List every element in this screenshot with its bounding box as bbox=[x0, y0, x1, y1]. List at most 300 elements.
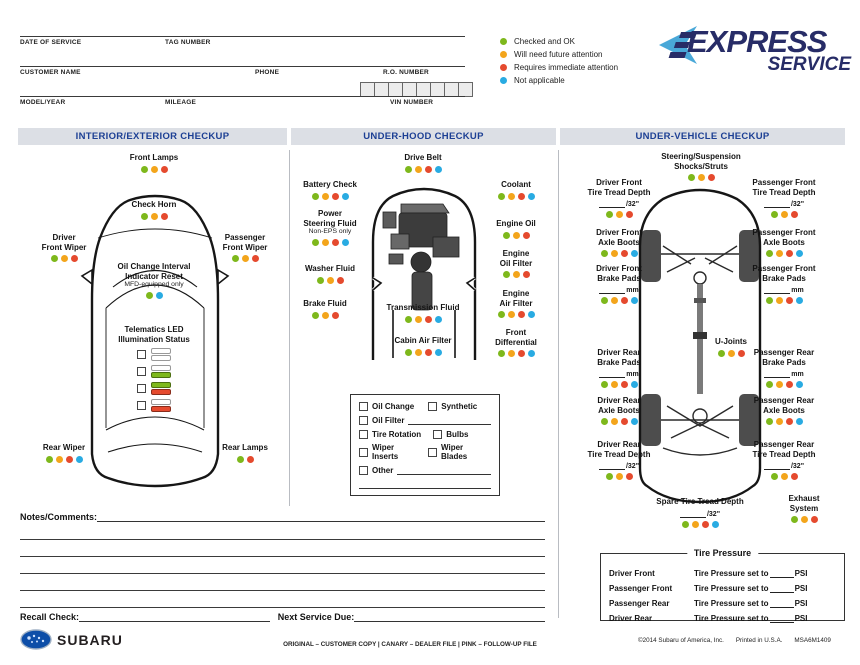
checkup-item-driver-front-axle-boots bbox=[568, 228, 670, 257]
status-dot-green bbox=[503, 232, 510, 239]
status-dot-yellow bbox=[616, 211, 623, 218]
status-dots bbox=[766, 250, 803, 257]
status-dot-yellow bbox=[611, 418, 618, 425]
psi-label: PSI bbox=[794, 584, 808, 593]
write-in-line[interactable] bbox=[764, 369, 790, 378]
unit-label: /32" bbox=[790, 463, 805, 471]
checkup-item-rear-wiper bbox=[17, 443, 111, 463]
unit-label: /32" bbox=[625, 463, 640, 471]
checkbox[interactable] bbox=[428, 402, 437, 411]
service-label: Oil Filter bbox=[372, 415, 405, 425]
status-dot-green bbox=[601, 381, 608, 388]
led-indicator-icon bbox=[151, 399, 171, 412]
status-dot-yellow bbox=[513, 232, 520, 239]
subaru-logo bbox=[20, 629, 123, 650]
item-label: Axle Boots bbox=[598, 405, 640, 415]
service-option-oil-filter bbox=[359, 416, 491, 425]
status-dots bbox=[601, 250, 638, 257]
status-dots bbox=[498, 350, 535, 357]
status-dots bbox=[771, 473, 798, 480]
write-in-line[interactable] bbox=[599, 199, 625, 208]
status-dot-red bbox=[518, 350, 525, 357]
recall-next-service-row bbox=[20, 611, 545, 622]
status-dot-red bbox=[66, 456, 73, 463]
unit-label: mm bbox=[791, 371, 804, 379]
led-bar-green bbox=[151, 382, 171, 388]
status-dot-red bbox=[500, 64, 507, 71]
vin-cell[interactable] bbox=[431, 82, 445, 97]
status-dots bbox=[498, 311, 535, 318]
express-wordmark: EXPRESS bbox=[687, 24, 827, 59]
checkup-item-passenger-front-brake-pads bbox=[728, 264, 840, 304]
item-label: Brake Pads bbox=[762, 357, 806, 367]
item-label: Axle Boots bbox=[763, 237, 805, 247]
checkup-item-passenger-rear-tire-tread bbox=[728, 440, 840, 480]
status-dot-yellow bbox=[692, 521, 699, 528]
next-service-due-label: Next Service Due: bbox=[277, 612, 355, 622]
status-dot-yellow bbox=[776, 250, 783, 257]
item-label: Engine Oil bbox=[496, 219, 536, 228]
legend-item-immediate-attention bbox=[500, 63, 618, 72]
unit-label: /32" bbox=[790, 201, 805, 209]
status-dot-red bbox=[161, 166, 168, 173]
set-to-label: Tire Pressure set to bbox=[694, 614, 769, 623]
status-dot-blue bbox=[528, 311, 535, 318]
legend-label: Requires immediate attention bbox=[514, 63, 619, 72]
status-dot-yellow bbox=[616, 473, 623, 480]
checkup-item-spare-tire-tread bbox=[638, 497, 762, 528]
vin-cell[interactable] bbox=[417, 82, 431, 97]
status-dot-yellow bbox=[508, 193, 515, 200]
legend-item-not-applicable bbox=[500, 76, 565, 85]
checkup-item-drive-belt bbox=[373, 153, 473, 173]
status-dots bbox=[601, 418, 638, 425]
checkbox[interactable] bbox=[359, 416, 368, 425]
checkup-item-passenger-rear-brake-pads bbox=[728, 348, 840, 388]
vin-cell[interactable] bbox=[360, 82, 375, 97]
status-dot-red bbox=[702, 521, 709, 528]
item-label: Engine bbox=[502, 289, 530, 298]
item-label: Steering/Suspension bbox=[661, 152, 741, 161]
status-dots bbox=[141, 166, 168, 173]
service-wordmark: SERVICE bbox=[767, 54, 851, 75]
status-dot-green bbox=[503, 271, 510, 278]
item-label: Steering Fluid bbox=[303, 218, 357, 228]
checkup-item-passenger-front-wiper bbox=[198, 233, 292, 262]
status-dot-red bbox=[425, 349, 432, 356]
status-dot-blue bbox=[796, 297, 803, 304]
set-to-label: Tire Pressure set to bbox=[694, 569, 769, 578]
item-label: Axle Boots bbox=[763, 405, 805, 415]
unit-label: /32" bbox=[706, 510, 721, 518]
telematics-row bbox=[137, 365, 171, 378]
item-label: Shocks/Struts bbox=[674, 161, 728, 171]
checkup-item-engine-oil-filter bbox=[466, 249, 566, 278]
checkup-item-rear-lamps bbox=[198, 443, 292, 463]
status-dot-green bbox=[498, 350, 505, 357]
item-label: Brake Pads bbox=[597, 273, 641, 283]
item-label: Air Filter bbox=[499, 298, 533, 308]
checkup-item-front-lamps bbox=[104, 153, 204, 173]
status-dot-blue bbox=[631, 418, 638, 425]
write-in-line[interactable] bbox=[599, 285, 625, 294]
status-dots bbox=[601, 381, 638, 388]
item-label: Oil Change Interval bbox=[117, 262, 191, 271]
notes-line[interactable] bbox=[20, 607, 545, 608]
checkup-item-oil-change-interval-reset bbox=[94, 262, 214, 299]
status-dot-blue bbox=[796, 418, 803, 425]
checkbox[interactable] bbox=[137, 401, 146, 410]
item-label: Exhaust bbox=[788, 494, 820, 503]
status-dot-yellow bbox=[611, 250, 618, 257]
status-dot-red bbox=[252, 255, 259, 262]
service-option-synthetic bbox=[428, 402, 477, 411]
checkup-item-driver-front-wiper bbox=[17, 233, 111, 262]
legend-dot-yellow bbox=[500, 51, 507, 58]
item-label: Passenger Rear bbox=[753, 396, 815, 405]
checkup-item-brake-fluid bbox=[278, 299, 372, 319]
checkbox[interactable] bbox=[359, 448, 368, 457]
vin-cell[interactable] bbox=[445, 82, 459, 97]
set-to-label: Tire Pressure set to bbox=[694, 584, 769, 593]
item-label: Illumination Status bbox=[118, 334, 190, 344]
legend-label: Checked and OK bbox=[514, 37, 575, 46]
status-dot-green bbox=[500, 38, 507, 45]
item-label: Tire Tread Depth bbox=[587, 449, 651, 459]
status-dot-green bbox=[682, 521, 689, 528]
mileage-label: MILEAGE bbox=[165, 99, 197, 106]
unit-label: mm bbox=[791, 287, 804, 295]
item-label: Axle Boots bbox=[598, 237, 640, 247]
status-dot-red bbox=[337, 277, 344, 284]
tag-number-label: TAG NUMBER bbox=[165, 39, 211, 46]
item-label: Front bbox=[505, 328, 527, 337]
item-label: Driver Rear bbox=[597, 396, 641, 405]
status-dots bbox=[405, 166, 442, 173]
status-dot-green bbox=[141, 213, 148, 220]
status-dot-green bbox=[312, 312, 319, 319]
status-dots bbox=[51, 255, 78, 262]
item-label: Rear Wiper bbox=[42, 443, 86, 452]
wheel-position-label: Passenger Rear bbox=[609, 599, 670, 608]
legend-label: Not applicable bbox=[514, 76, 565, 85]
checkbox[interactable] bbox=[137, 350, 146, 359]
write-in-line[interactable] bbox=[770, 584, 794, 593]
status-dot-yellow bbox=[513, 271, 520, 278]
notes-line[interactable] bbox=[20, 590, 545, 591]
status-dot-yellow bbox=[242, 255, 249, 262]
status-dot-yellow bbox=[776, 381, 783, 388]
status-dot-red bbox=[786, 250, 793, 257]
status-dot-blue bbox=[631, 250, 638, 257]
status-dot-yellow bbox=[327, 277, 334, 284]
tire-pressure-row bbox=[609, 563, 836, 578]
date-of-service-label: DATE OF SERVICE bbox=[20, 39, 82, 46]
item-label: Passenger Front bbox=[752, 228, 816, 237]
status-dot-red bbox=[332, 312, 339, 319]
item-label: Drive Belt bbox=[404, 153, 442, 162]
phone-label: PHONE bbox=[255, 69, 280, 76]
status-dot-green bbox=[601, 250, 608, 257]
item-label: Differential bbox=[495, 337, 537, 347]
item-label: Driver Front bbox=[596, 264, 642, 273]
status-dot-red bbox=[621, 250, 628, 257]
recall-check-label: Recall Check: bbox=[20, 612, 80, 622]
tire-pressure-row bbox=[609, 593, 836, 608]
status-dots bbox=[237, 456, 254, 463]
status-dot-yellow bbox=[611, 297, 618, 304]
status-dot-red bbox=[332, 193, 339, 200]
telematics-row bbox=[137, 382, 171, 395]
write-in-line[interactable] bbox=[599, 461, 625, 470]
vin-cell[interactable] bbox=[389, 82, 403, 97]
status-dot-red bbox=[425, 316, 432, 323]
service-option-oil-change bbox=[359, 402, 414, 411]
checkup-item-passenger-front-axle-boots bbox=[728, 228, 840, 257]
notes-line[interactable] bbox=[20, 556, 545, 557]
status-dot-red bbox=[523, 232, 530, 239]
status-dots bbox=[766, 381, 803, 388]
interior-exterior-header: INTERIOR/EXTERIOR CHECKUP bbox=[18, 128, 287, 145]
status-dots bbox=[688, 174, 715, 181]
checkbox[interactable] bbox=[359, 402, 368, 411]
checkbox[interactable] bbox=[433, 430, 442, 439]
item-label: Passenger Rear bbox=[753, 440, 815, 449]
status-dot-red bbox=[621, 418, 628, 425]
status-dot-red bbox=[786, 297, 793, 304]
status-dot-blue bbox=[796, 250, 803, 257]
status-dot-green bbox=[766, 418, 773, 425]
status-dots bbox=[317, 277, 344, 284]
status-dot-green bbox=[312, 239, 319, 246]
form-rule bbox=[20, 66, 465, 67]
status-dot-green bbox=[46, 456, 53, 463]
status-dot-blue bbox=[528, 350, 535, 357]
write-in-line[interactable] bbox=[770, 599, 794, 608]
status-dots bbox=[405, 349, 442, 356]
led-indicator-icon bbox=[151, 365, 171, 378]
checkbox[interactable] bbox=[359, 466, 368, 475]
status-dots bbox=[312, 193, 349, 200]
status-dot-blue bbox=[435, 349, 442, 356]
write-in-line[interactable] bbox=[397, 466, 491, 475]
status-dots bbox=[766, 418, 803, 425]
status-dots bbox=[771, 211, 798, 218]
notes-line[interactable] bbox=[97, 511, 545, 522]
led-bar-red bbox=[151, 406, 171, 412]
status-dots bbox=[312, 239, 349, 246]
led-bar-off bbox=[151, 365, 171, 371]
status-dot-red bbox=[332, 239, 339, 246]
vin-number-comb-field[interactable] bbox=[360, 82, 473, 97]
write-in-line[interactable] bbox=[770, 569, 794, 578]
under-hood-header: UNDER-HOOD CHECKUP bbox=[291, 128, 556, 145]
services-performed-box bbox=[350, 394, 500, 496]
status-dot-red bbox=[247, 456, 254, 463]
recall-check-line[interactable] bbox=[79, 611, 270, 622]
customer-name-label: CUSTOMER NAME bbox=[20, 69, 81, 76]
item-label: Cabin Air Filter bbox=[394, 336, 452, 345]
tire-pressure-title: Tire Pressure bbox=[687, 548, 758, 558]
status-dots bbox=[405, 316, 442, 323]
status-dot-yellow bbox=[776, 297, 783, 304]
item-label: Engine bbox=[502, 249, 530, 258]
status-dot-green bbox=[601, 297, 608, 304]
checkup-item-driver-front-tire-tread bbox=[568, 178, 670, 218]
item-label: Passenger Front bbox=[752, 264, 816, 273]
checkup-item-check-horn bbox=[104, 200, 204, 220]
vin-cell[interactable] bbox=[403, 82, 417, 97]
write-in-line[interactable] bbox=[680, 509, 706, 518]
checkup-item-steering-suspension bbox=[645, 152, 757, 181]
notes-comments-row bbox=[20, 511, 545, 522]
footer-legal bbox=[638, 637, 831, 644]
status-dot-green bbox=[718, 350, 725, 357]
next-service-due-line[interactable] bbox=[354, 611, 545, 622]
status-dot-red bbox=[518, 193, 525, 200]
status-dot-yellow bbox=[415, 349, 422, 356]
checkup-item-cabin-air-filter bbox=[373, 336, 473, 356]
status-dot-red bbox=[811, 516, 818, 523]
telematics-row bbox=[137, 348, 171, 361]
status-dot-blue bbox=[76, 456, 83, 463]
status-dot-blue bbox=[342, 239, 349, 246]
item-label: Front Wiper bbox=[222, 242, 268, 252]
item-sublabel: MFD-equipped only bbox=[124, 281, 184, 289]
item-sublabel: Non-EPS only bbox=[308, 228, 352, 236]
express-service-logo bbox=[657, 24, 853, 86]
status-dot-red bbox=[518, 311, 525, 318]
status-dot-yellow bbox=[698, 174, 705, 181]
status-dots bbox=[232, 255, 259, 262]
legend-dot-blue bbox=[500, 77, 507, 84]
checkup-item-transmission-fluid bbox=[373, 303, 473, 323]
status-dot-blue bbox=[631, 381, 638, 388]
write-in-line[interactable] bbox=[359, 480, 491, 489]
status-dot-blue bbox=[435, 166, 442, 173]
status-dot-blue bbox=[528, 193, 535, 200]
status-dot-red bbox=[621, 297, 628, 304]
status-dot-yellow bbox=[781, 473, 788, 480]
status-dot-yellow bbox=[322, 239, 329, 246]
checkup-item-power-steering-fluid bbox=[283, 209, 377, 246]
service-label: Synthetic bbox=[441, 402, 478, 411]
service-option-other bbox=[359, 466, 491, 475]
status-dot-yellow bbox=[151, 166, 158, 173]
legend-item-future-attention bbox=[500, 50, 603, 59]
write-in-line[interactable] bbox=[599, 369, 625, 378]
notes-line[interactable] bbox=[20, 573, 545, 574]
write-in-line[interactable] bbox=[764, 285, 790, 294]
vin-cell[interactable] bbox=[459, 82, 473, 97]
item-label: Tire Tread Depth bbox=[587, 187, 651, 197]
item-label: Front Lamps bbox=[129, 153, 179, 162]
item-label: Power bbox=[317, 209, 342, 218]
status-dot-green bbox=[312, 193, 319, 200]
led-bar-red bbox=[151, 389, 171, 395]
status-dots bbox=[146, 292, 163, 299]
notes-label: Notes/Comments: bbox=[20, 512, 98, 522]
service-label: Bulbs bbox=[446, 429, 469, 439]
service-label: Wiper Inserts bbox=[372, 443, 399, 462]
status-dot-red bbox=[786, 381, 793, 388]
unit-label: mm bbox=[626, 371, 639, 379]
under-vehicle-header: UNDER-VEHICLE CHECKUP bbox=[560, 128, 845, 145]
status-dot-green bbox=[771, 473, 778, 480]
legend-item-checked-ok bbox=[500, 37, 575, 46]
checkbox[interactable] bbox=[428, 448, 437, 457]
status-dot-yellow bbox=[776, 418, 783, 425]
service-label: Wiper Blades bbox=[441, 443, 468, 462]
status-dot-green bbox=[237, 456, 244, 463]
checkup-item-exhaust-system bbox=[763, 494, 845, 523]
checkup-item-driver-rear-brake-pads bbox=[568, 348, 670, 388]
item-label: Tire Tread Depth bbox=[752, 449, 816, 459]
status-dot-green bbox=[498, 311, 505, 318]
led-bar-off bbox=[151, 355, 171, 361]
checkbox[interactable] bbox=[359, 430, 368, 439]
status-dot-yellow bbox=[61, 255, 68, 262]
checkup-item-battery-check bbox=[278, 180, 382, 200]
tire-pressure-box bbox=[600, 548, 845, 623]
service-label: Oil Change bbox=[372, 402, 415, 411]
psi-label: PSI bbox=[794, 599, 808, 608]
status-dot-red bbox=[523, 271, 530, 278]
item-label: Telematics LED bbox=[124, 325, 184, 334]
item-label: Battery Check bbox=[303, 180, 357, 189]
status-dots bbox=[141, 213, 168, 220]
wheel-position-label: Driver Front bbox=[609, 569, 655, 578]
item-label: Transmission Fluid bbox=[386, 303, 460, 312]
write-in-line[interactable] bbox=[764, 199, 790, 208]
status-dot-red bbox=[621, 381, 628, 388]
item-label: U-Joints bbox=[715, 337, 747, 346]
write-in-line[interactable] bbox=[408, 416, 491, 425]
wheel-position-label: Passenger Front bbox=[609, 584, 673, 593]
vin-cell[interactable] bbox=[375, 82, 389, 97]
status-dot-green bbox=[405, 316, 412, 323]
status-dots bbox=[606, 211, 633, 218]
status-dots bbox=[312, 312, 339, 319]
status-dot-green bbox=[766, 250, 773, 257]
unit-label: mm bbox=[626, 287, 639, 295]
status-dot-red bbox=[786, 418, 793, 425]
item-label: Passenger Front bbox=[752, 178, 816, 187]
notes-line[interactable] bbox=[20, 539, 545, 540]
status-dots bbox=[601, 297, 638, 304]
copy-distribution-note: ORIGINAL – CUSTOMER COPY | CANARY – DEALER FILE | PINK – FOLLOW-UP FILE bbox=[283, 641, 537, 648]
status-dots bbox=[503, 232, 530, 239]
checkup-item-driver-front-brake-pads bbox=[568, 264, 670, 304]
checkbox[interactable] bbox=[137, 367, 146, 376]
service-label: Other bbox=[372, 466, 394, 476]
status-dot-red bbox=[626, 211, 633, 218]
status-dot-green bbox=[405, 349, 412, 356]
status-dot-yellow bbox=[415, 166, 422, 173]
item-label: Driver Rear bbox=[597, 440, 641, 449]
tire-pressure-row bbox=[609, 578, 836, 593]
item-label: Spare Tire Tread Depth bbox=[656, 497, 744, 506]
write-in-line[interactable] bbox=[770, 614, 794, 623]
model-year-label: MODEL/YEAR bbox=[20, 99, 66, 106]
checkbox[interactable] bbox=[137, 384, 146, 393]
status-dots bbox=[766, 297, 803, 304]
write-in-line[interactable] bbox=[764, 461, 790, 470]
status-dots bbox=[498, 193, 535, 200]
status-dot-green bbox=[498, 193, 505, 200]
led-indicator-icon bbox=[151, 348, 171, 361]
led-bar-green bbox=[151, 372, 171, 378]
